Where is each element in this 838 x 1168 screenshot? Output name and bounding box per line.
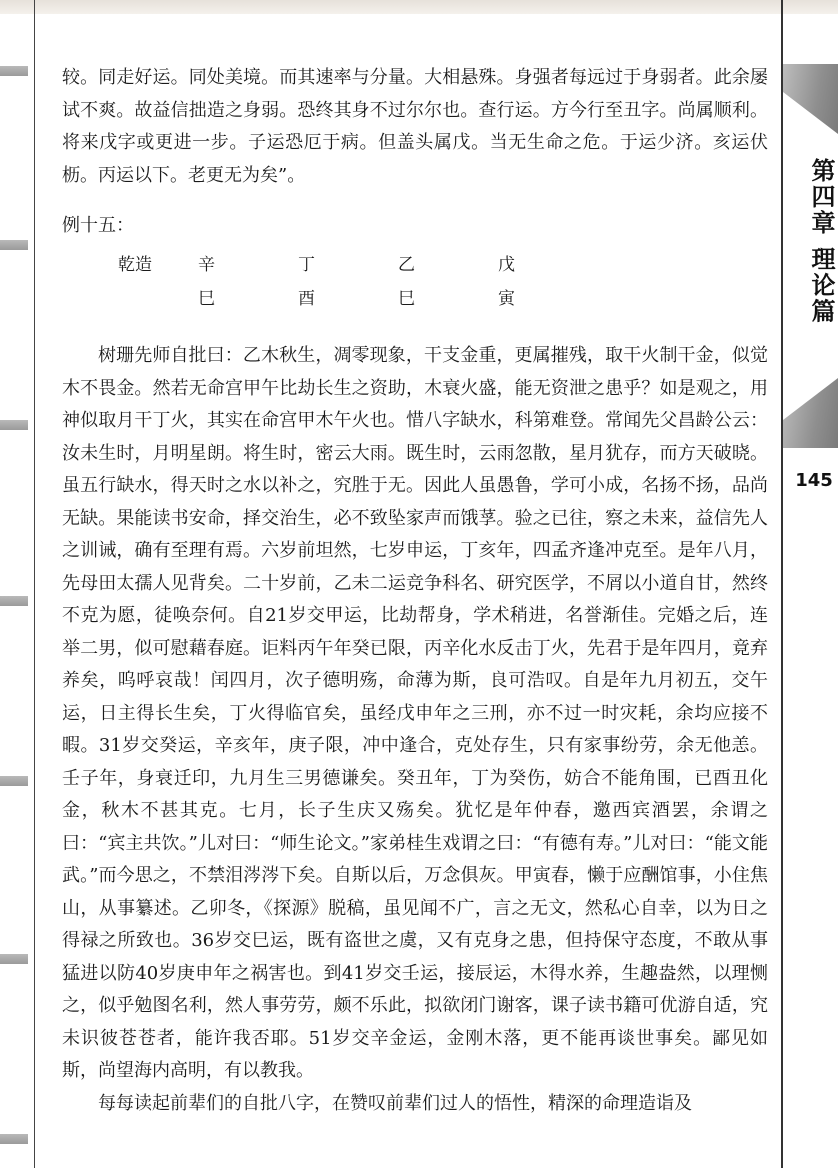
chart-row-stems — [118, 248, 598, 282]
top-strip — [0, 0, 838, 14]
chart-stem: 戊 — [498, 254, 515, 275]
page-border-left — [34, 0, 35, 1168]
page-number: 145 — [795, 470, 833, 491]
chart-row-branches — [118, 282, 598, 316]
page-edge-tab — [0, 66, 28, 76]
chart-branch: 巳 — [198, 288, 215, 309]
chart-stem: 乙 — [398, 254, 415, 275]
chart-branch: 巳 — [398, 288, 415, 309]
paragraph-continuation: 较。同走好运。同处美境。而其速率与分量。大相悬殊。身强者每远过于身弱者。此余屡试不爽。故益信拙造之身弱。恐终其身不过尔尔也。查行运。方今行至丑字。尚属顺利。将来戊字或更进一步。子运恐厄于病。但盖头属戊。当无生命之危。于运少济。亥运伏枥。丙运以下。老更无为矣”。 — [62, 67, 768, 186]
paragraph-main: 树珊先师自批曰：乙木秋生，凋零现象，干支金重，更属摧残，取干火制干金，似觉木不畏金。然若无命宫甲午比劫长生之资助，木衰火盛，能无资泄之患乎？如是观之，用神似取月干丁火，其实在命宫甲木午火也。惜八字缺水，科第难登。常闻先父昌龄公云：汝未生时，月明星朗。将生时，密云大雨。既生时，云雨忽散，星月犹存，而方天破晓。虽五行缺水，得天时之水以补之，究胜于无。因此人虽愚鲁，学可小成，名扬不扬，品尚无缺。果能读书安命，择交治生，必不致坠家声而饿莩。验之已往，察之未来，益信先人之训诫，确有至理有焉。六岁前坦然，七岁申运，丁亥年，四孟齐逢冲克至。是年八月，先母田太孺人见背矣。二十岁前，乙未二运竞争科名、研究医学，不屑以小道自甘，然终不克为愿，徒唤奈何。自21岁交甲运，比劫帮身，学术稍进，名誉渐佳。完婚之后，连举二男，似可慰藉春庭。讵料丙午年癸已限，丙辛化水反击丁火，先君于是年四月，竟弃养矣，呜呼哀哉！闰四月，次子德明殇，命薄为斯，良可浩叹。自是年九月初五，交午运，日主得长生矣，丁火得临官矣，虽经戊申年之三刑，亦不过一时灾耗，余均应接不暇。31岁交癸运，辛亥年，庚子限，冲中逢合，克处存生，只有家事纷劳，余无他恙。壬子年，身衰迁印，九月生三男德谦矣。癸丑年，丁为癸伤，妨合不能角围，已酉丑化金，秋木不甚其克。七月，长子生庆又殇矣。犹忆是年仲春，邀西宾酒罢，余谓之曰：“宾主共饮。”儿对曰：“师生论文。”家弟桂生戏谓之曰：“有德有寿。”儿对曰：“能文能武。”而今思之，不禁泪涔涔下矣。自斯以后，万念俱灰。甲寅春，懒于应酬馆事，小住焦山，从事纂述。乙卯冬，《探源》脱稿，虽见闻不广，言之无文，然私心自幸，以为日之得禄之所致也。36岁交巳运，既有盗世之虞，又有克身之患，但持保守态度，不敢从事猛进以防40岁庚申年之祸害也。到41岁交壬运，接辰运，木得水养，生趣盎然，以理恻之，似乎勉图名利，然人事劳劳，颇不乐此，拟欲闭门谢客，课子读书籍可优游自适，究未识彼苍苍者，能许我否耶。51岁交辛金运，金刚木落，更不能再谈世事矣。鄙见如斯，尚望海内高明，有以教我。 — [62, 345, 768, 1081]
left-gutter — [0, 14, 28, 1168]
paragraph-last: 每每读起前辈们的自批八字，在赞叹前辈们过人的悟性，精深的命理造诣及 — [98, 1092, 692, 1114]
chart-branch: 酉 — [298, 288, 315, 309]
page-border-right — [781, 0, 783, 1168]
bazi-chart — [118, 248, 598, 316]
chart-stem: 丁 — [298, 254, 315, 275]
page-edge-tab — [0, 596, 28, 606]
page-edge-tab — [0, 776, 28, 786]
chart-branch: 寅 — [498, 288, 515, 309]
page-edge-tab — [0, 420, 28, 430]
chapter-title: 第四章 理论篇 — [807, 158, 835, 325]
page-edge-tab — [0, 1134, 28, 1144]
chart-stem: 辛 — [198, 254, 215, 275]
page-edge-tab — [0, 954, 28, 964]
page-edge-tab — [0, 240, 28, 250]
page-content — [62, 62, 768, 1120]
example-title: 例十五： — [62, 215, 134, 236]
chart-label: 乾造 — [118, 254, 152, 275]
